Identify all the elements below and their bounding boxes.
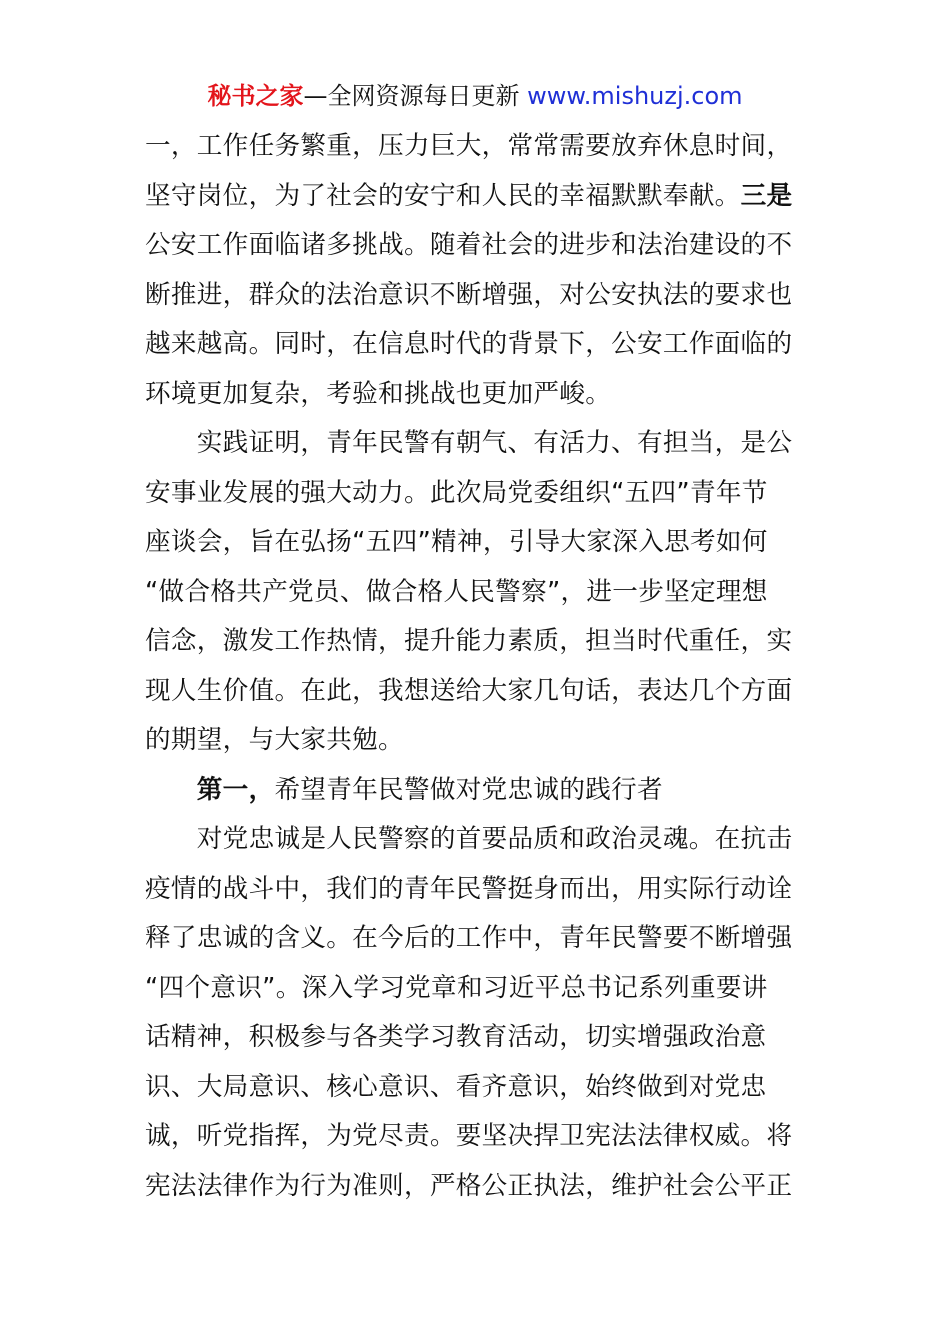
section-number: 第一， xyxy=(145,774,275,805)
site-brand: 秘书之家 xyxy=(207,82,304,110)
text-line: “做合格共产党员、做合格人民警察”，进一步坚定理想 xyxy=(145,576,768,607)
text-line: 座谈会，旨在弘扬“五四”精神，引导大家深入思考如何 xyxy=(145,527,768,557)
text-line: 识、大局意识、核心意识、看齐意识，始终做到对党忠 xyxy=(145,1071,767,1102)
emphasis-label: 三是 xyxy=(740,180,793,211)
section-heading xyxy=(145,766,810,816)
text-line: 实践证明，青年民警有朝气、有活力、有担当，是公 xyxy=(145,428,793,458)
section-title: 希望青年民警做对党忠诚的践行者 xyxy=(274,774,663,805)
text-line: “四个意识”。深入学习党章和习近平总书记系列重要讲 xyxy=(145,972,768,1003)
text-line: 断推进，群众的法治意识不断增强，对公安执法的要求也 xyxy=(145,279,793,310)
document-body xyxy=(145,122,810,1211)
page-header xyxy=(0,80,950,112)
text-line: 话精神，积极参与各类学习教育活动，切实增强政治意 xyxy=(145,1022,767,1052)
text-line: 越来越高。同时，在信息时代的背景下，公安工作面临的 xyxy=(145,329,793,359)
text-line: 一，工作任务繁重，压力巨大，常常需要放弃休息时间， xyxy=(145,131,793,161)
text-line: 释了忠诚的含义。在今后的工作中，青年民警要不断增强 xyxy=(145,923,793,953)
site-tagline: —全网资源每日更新 xyxy=(303,82,528,110)
site-url[interactable]: www.mishuzj.com xyxy=(527,82,743,110)
text-line: 疫情的战斗中，我们的青年民警挺身而出，用实际行动诠 xyxy=(145,873,793,904)
text-line: 坚守岗位，为了社会的安宁和人民的幸福默默奉献。三是 xyxy=(145,180,793,211)
text-line: 环境更加复杂，考验和挑战也更加严峻。 xyxy=(145,378,612,409)
text-line: 诚，听党指挥，为党尽责。要坚决捍卫宪法法律权威。将 xyxy=(145,1121,793,1151)
text-line: 宪法法律作为行为准则，严格公正执法，维护社会公平正 xyxy=(145,1170,793,1201)
text-line: 安事业发展的强大动力。此次局党委组织“五四”青年节 xyxy=(145,477,768,508)
text-line: 对党忠诚是人民警察的首要品质和政治灵魂。在抗击 xyxy=(145,824,793,854)
text-line: 公安工作面临诸多挑战。随着社会的进步和法治建设的不 xyxy=(145,230,793,260)
text-line: 现人生价值。在此，我想送给大家几句话，表达几个方面 xyxy=(145,675,793,706)
text-line: 的期望，与大家共勉。 xyxy=(145,725,404,755)
text-line: 信念，激发工作热情，提升能力素质，担当时代重任，实 xyxy=(145,626,793,656)
